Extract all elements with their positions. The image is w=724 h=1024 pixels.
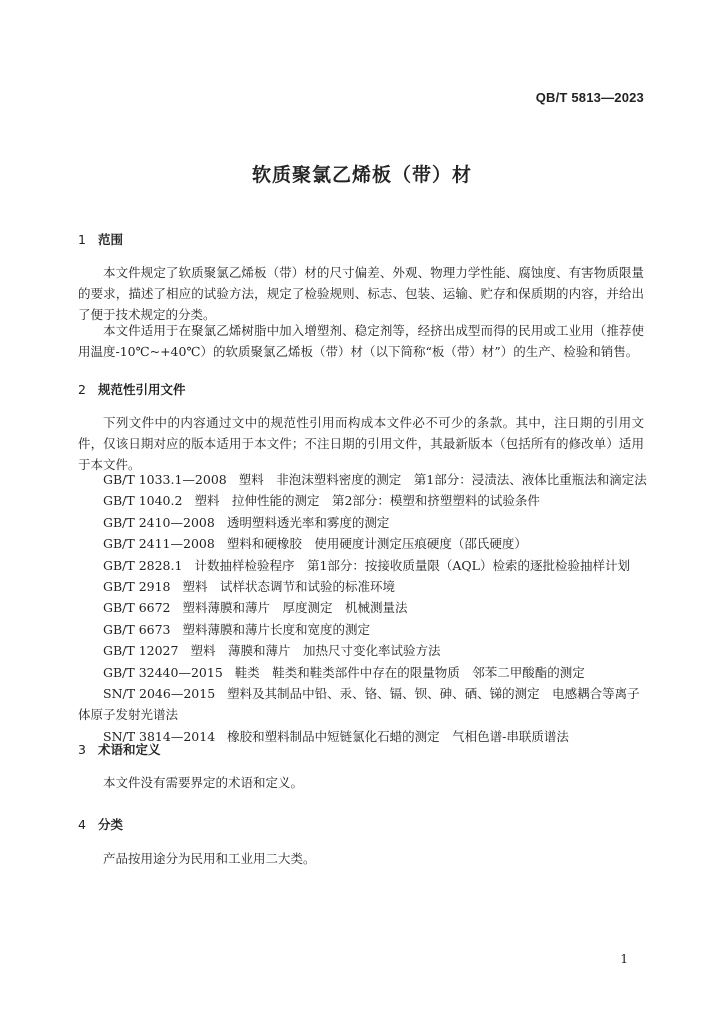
paragraph: 本文件规定了软质聚氯乙烯板（带）材的尺寸偏差、外观、物理力学性能、腐蚀度、有害物质限量的要求，描述了相应的试验方法，规定了检验规则、标志、包装、运输、贮存和保质期的内容，并给出了便于技术规定的分类。 [78, 265, 644, 322]
reference-title: 塑料及其制品中铅、汞、铬、镉、钡、砷、硒、锑的测定 电感耦合等离子体原子发射光谱法 [78, 686, 640, 723]
page-number: 1 [620, 952, 628, 966]
reference-list [78, 469, 647, 747]
reference-code: GB/T 2918 [103, 579, 171, 595]
section-heading-classification [78, 815, 123, 833]
reference-item [78, 469, 647, 490]
reference-item [78, 512, 644, 533]
reference-item [78, 726, 644, 747]
paragraph: 下列文件中的内容通过文中的规范性引用而构成本文件必不可少的条款。其中，注日期的引用文件，仅该日期对应的版本适用于本文件；不注日期的引用文件，其最新版本（包括所有的修改单）适用于本文件。 [78, 415, 644, 472]
paragraph: 产品按用途分为民用和工业用二大类。 [103, 851, 316, 866]
reference-code: GB/T 6673 [103, 621, 171, 637]
reference-code: GB/T 2411—2008 [103, 536, 215, 552]
document-title: 软质聚氯乙烯板（带）材 [251, 164, 472, 186]
reference-code: GB/T 2828.1 [103, 557, 183, 573]
standard-code: QB/T 5813—2023 [535, 90, 644, 105]
reference-item [78, 597, 644, 618]
section-heading-normative-references [78, 380, 186, 398]
reference-item [78, 662, 644, 683]
section-title: 范围 [98, 232, 124, 247]
section-title: 分类 [98, 817, 124, 832]
section-number: 4 [78, 817, 86, 832]
reference-title: 塑料 拉伸性能的测定 第2部分：模塑和挤塑塑料的试验条件 [194, 493, 540, 509]
reference-title: 塑料 试样状态调节和试验的标准环境 [182, 579, 396, 595]
paragraph: 本文件没有需要界定的术语和定义。 [103, 775, 304, 790]
reference-title: 计数抽样检验程序 第1部分：按接收质量限（AQL）检索的逐批检验抽样计划 [194, 557, 630, 573]
reference-item [78, 555, 644, 576]
reference-item [78, 533, 644, 554]
reference-code: GB/T 12027 [103, 643, 179, 659]
section-title: 术语和定义 [98, 742, 161, 757]
reference-code: GB/T 6672 [103, 600, 171, 616]
reference-title: 塑料薄膜和薄片长度和宽度的测定 [182, 621, 371, 637]
reference-title: 鞋类 鞋类和鞋类部件中存在的限量物质 邻苯二甲酸酯的测定 [234, 664, 585, 680]
reference-code: GB/T 2410—2008 [103, 514, 215, 530]
section-number: 2 [78, 382, 86, 397]
section-title: 规范性引用文件 [98, 382, 186, 397]
reference-title: 塑料和硬橡胶 使用硬度计测定压痕硬度（邵氏硬度） [226, 536, 527, 552]
reference-title: 塑料 非泡沫塑料密度的测定 第1部分：浸渍法、液体比重瓶法和滴定法 [238, 472, 647, 487]
reference-code: GB/T 1033.1—2008 [103, 472, 227, 487]
reference-title: 塑料薄膜和薄片 厚度测定 机械测量法 [182, 600, 408, 616]
reference-title: 塑料 薄膜和薄片 加热尺寸变化率试验方法 [190, 643, 441, 659]
reference-title: 透明塑料透光率和雾度的测定 [226, 514, 390, 530]
reference-code: GB/T 1040.2 [103, 493, 183, 509]
reference-item [78, 683, 644, 726]
reference-title: 橡胶和塑料制品中短链氯化石蜡的测定 气相色谱-串联质谱法 [227, 728, 569, 744]
reference-code: SN/T 3814—2014 [103, 728, 216, 744]
reference-item [78, 490, 644, 511]
reference-code: GB/T 32440—2015 [103, 664, 223, 680]
section-number: 3 [78, 742, 86, 757]
reference-item [78, 576, 644, 597]
reference-code: SN/T 2046—2015 [103, 686, 216, 702]
section-heading-terms-definitions [78, 740, 161, 758]
reference-item [78, 619, 644, 640]
reference-item [78, 640, 644, 661]
section-heading-scope [78, 230, 123, 248]
section-number: 1 [78, 232, 86, 247]
paragraph: 本文件适用于在聚氯乙烯树脂中加入增塑剂、稳定剂等，经挤出成型而得的民用或工业用（推荐使用温度-10℃~+40℃）的软质聚氯乙烯板（带）材（以下简称“板（带）材”）的生产、检验和销售。 [78, 323, 644, 359]
